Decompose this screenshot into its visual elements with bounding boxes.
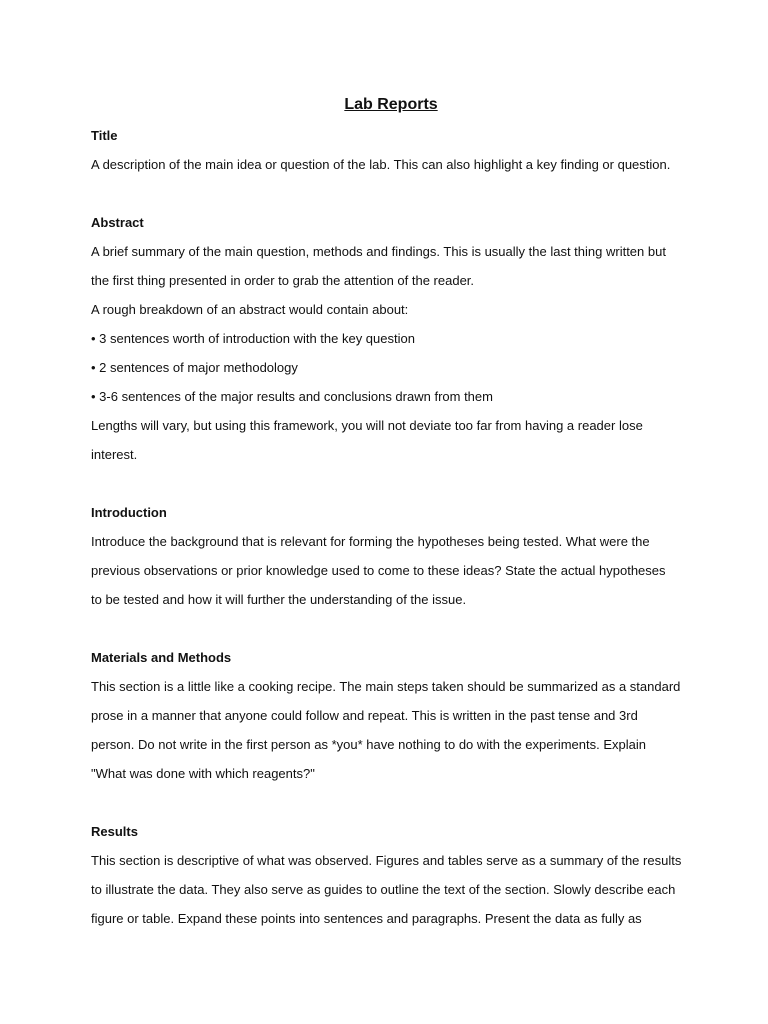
paragraph-line: Introduce the background that is relevant for forming the hypotheses being tested. What were the	[91, 534, 650, 549]
paragraph-line: interest.	[91, 447, 138, 462]
paragraph-line: Lengths will vary, but using this framework, you will not deviate too far from having a reader lose	[91, 418, 643, 433]
paragraph-line: previous observations or prior knowledge used to come to these ideas? State the actual hypotheses	[91, 563, 666, 578]
bullet-item: • 2 sentences of major methodology	[91, 360, 298, 375]
section-heading: Introduction	[91, 505, 167, 520]
section-heading: Materials and Methods	[91, 650, 232, 665]
section-results	[91, 817, 691, 933]
paragraph-line: person. Do not write in the first person as *you* have nothing to do with the experiments. Explain	[91, 737, 646, 752]
paragraph-line: A rough breakdown of an abstract would contain about:	[91, 302, 409, 317]
paragraph-line: This section is descriptive of what was observed. Figures and tables serve as a summary of the results	[91, 853, 682, 868]
paragraph-line: A description of the main idea or question of the lab. This can also highlight a key finding or question.	[91, 157, 671, 172]
paragraph-line: the first thing presented in order to grab the attention of the reader.	[91, 273, 475, 288]
spacer	[91, 179, 691, 208]
paragraph-line: prose in a manner that anyone could follow and repeat. This is written in the past tense and 3rd	[91, 708, 638, 723]
paragraph-line: "What was done with which reagents?"	[91, 766, 315, 781]
document-title: Lab Reports	[344, 96, 438, 113]
section-heading: Title	[91, 128, 118, 143]
bullet-item: • 3 sentences worth of introduction with the key question	[91, 331, 415, 346]
paragraph-line: A brief summary of the main question, methods and findings. This is usually the last thing written but	[91, 244, 666, 259]
spacer	[91, 469, 691, 498]
section-introduction	[91, 498, 691, 614]
paragraph-line: This section is a little like a cooking recipe. The main steps taken should be summarized as a standard	[91, 679, 681, 694]
section-title	[91, 121, 691, 179]
section-abstract	[91, 208, 691, 469]
spacer	[91, 614, 691, 643]
paragraph-line: figure or table. Expand these points into sentences and paragraphs. Present the data as fully as	[91, 911, 642, 926]
paragraph-line: to illustrate the data. They also serve as guides to outline the text of the section. Slowly describe each	[91, 882, 676, 897]
section-materials-and-methods	[91, 643, 691, 788]
spacer	[91, 788, 691, 817]
paragraph-line: to be tested and how it will further the understanding of the issue.	[91, 592, 467, 607]
document-page	[91, 92, 691, 933]
bullet-item: • 3-6 sentences of the major results and conclusions drawn from them	[91, 389, 493, 404]
section-heading: Abstract	[91, 215, 144, 230]
section-heading: Results	[91, 824, 138, 839]
